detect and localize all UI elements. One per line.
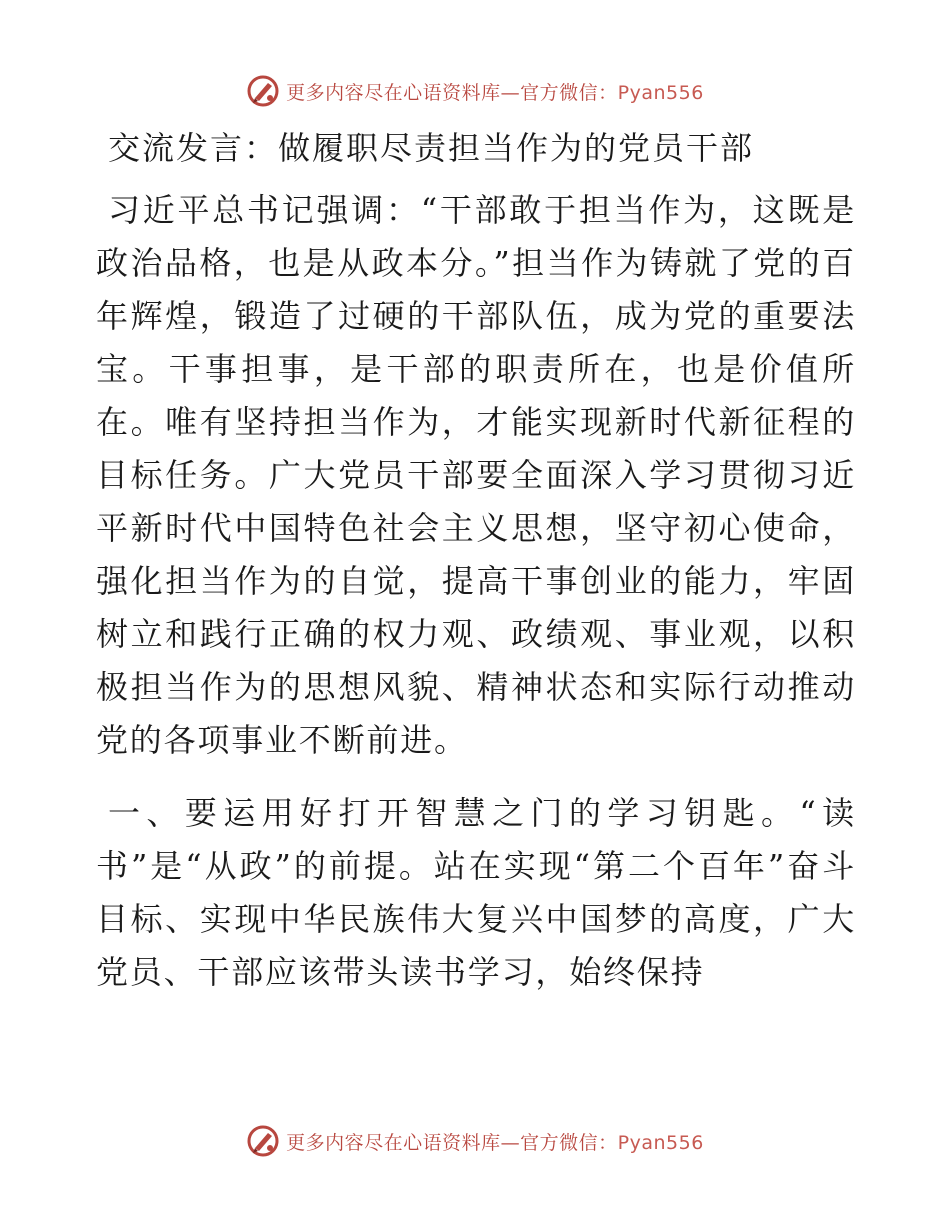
banner-text (286, 78, 704, 105)
banner-site-text: 更多内容尽在心语资料库—官方微信： (286, 81, 618, 104)
pen-logo-icon (246, 1124, 280, 1158)
header-banner (0, 71, 950, 111)
document-body (96, 124, 856, 1019)
paragraph: 一、要运用好打开智慧之门的学习钥匙。“读书”是“从政”的前提。站在实现“第二个百年”奋斗目标、实现中华民族伟大复兴中国梦的高度，广大党员、干部应该带头读书学习，始终保持 (96, 794, 856, 991)
paragraph: 习近平总书记强调：“干部敢于担当作为，这既是政治品格，也是从政本分。”担当作为铸就了党的百年辉煌，锻造了过硬的干部队伍，成为党的重要法宝。干事担事，是干部的职责所在，也是价值所在。唯有坚持担当作为，才能实现新时代新征程的目标任务。广大党员干部要全面深入学习贯彻习近平新时代中国特色社会主义思想，坚守初心使命，强化担当作为的自觉，提高干事创业的能力，牢固树立和践行正确的权力观、政绩观、事业观，以积极担当作为的思想风貌、精神状态和实际行动推动党的各项事业不断前进。 (96, 191, 856, 759)
banner-text (286, 1128, 704, 1155)
banner-site-text: 更多内容尽在心语资料库—官方微信： (286, 1131, 618, 1154)
footer-banner (0, 1121, 950, 1161)
banner-wechat-id: Pyan556 (617, 1131, 704, 1154)
banner-wechat-id: Pyan556 (617, 81, 704, 104)
pen-logo-icon (246, 74, 280, 108)
document-title: 交流发言：做履职尽责担当作为的党员干部 (108, 129, 755, 167)
